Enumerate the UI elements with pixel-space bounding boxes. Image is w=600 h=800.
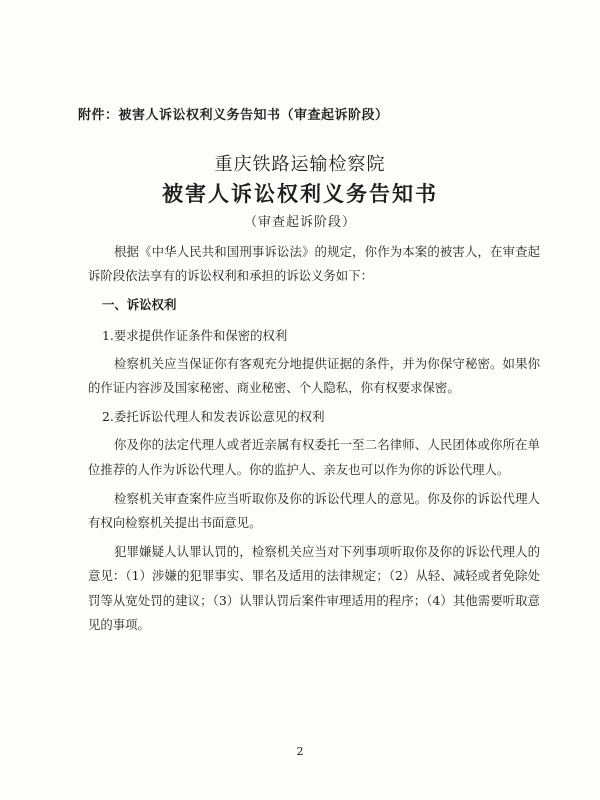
item2-title: 2.委托诉讼代理人和发表诉讼意见的权利 bbox=[102, 409, 325, 425]
document-subtitle: （审查起诉阶段） bbox=[243, 215, 356, 230]
item2-paragraph-1: 你及你的法定代理人或者近亲属有权委托一至二名律师、人民团体或你所在单位推荐的人作为诉讼代理人。你的监护人、亲友也可以作为你的诉讼代理人。 bbox=[88, 437, 540, 477]
attachment-header: 附件：被害人诉讼权利义务告知书（审查起诉阶段） bbox=[78, 108, 389, 123]
page-number: 2 bbox=[296, 745, 304, 758]
item1-title: 1.要求提供作证条件和保密的权利 bbox=[102, 327, 288, 343]
organization-name: 重庆铁路运输检察院 bbox=[214, 154, 386, 175]
document-body bbox=[88, 240, 540, 642]
item2-paragraph-2: 检察机关审查案件应当听取你及你的诉讼代理人的意见。你及你的诉讼代理人有权向检察机关提出书面意见。 bbox=[88, 490, 540, 531]
intro-paragraph: 根据《中华人民共和国刑事诉讼法》的规定，你作为本案的被害人，在审查起诉阶段依法享有的诉讼权利和承担的诉讼义务如下： bbox=[88, 244, 540, 284]
document-title: 被害人诉讼权利义务告知书 bbox=[162, 181, 438, 206]
section-heading: 一、诉讼权利 bbox=[102, 297, 177, 313]
item1-paragraph: 检察机关应当保证你有客观充分地提供证据的条件，并为你保守秘密。如果你的作证内容涉及国家秘密、商业秘密、个人隐私，你有权要求保密。 bbox=[88, 355, 540, 396]
item2-paragraph-3: 犯罪嫌疑人认罪认罚的，检察机关应当对下列事项听取你及你的诉讼代理人的意见：（1）涉嫌的犯罪事实、罪名及适用的法律规定；（2）从轻、减轻或者免除处罚等从宽处罚的建议；（3）认罪认罚后案件审理适用的程序；（4）其他需要听取意见的事项。 bbox=[88, 544, 540, 632]
